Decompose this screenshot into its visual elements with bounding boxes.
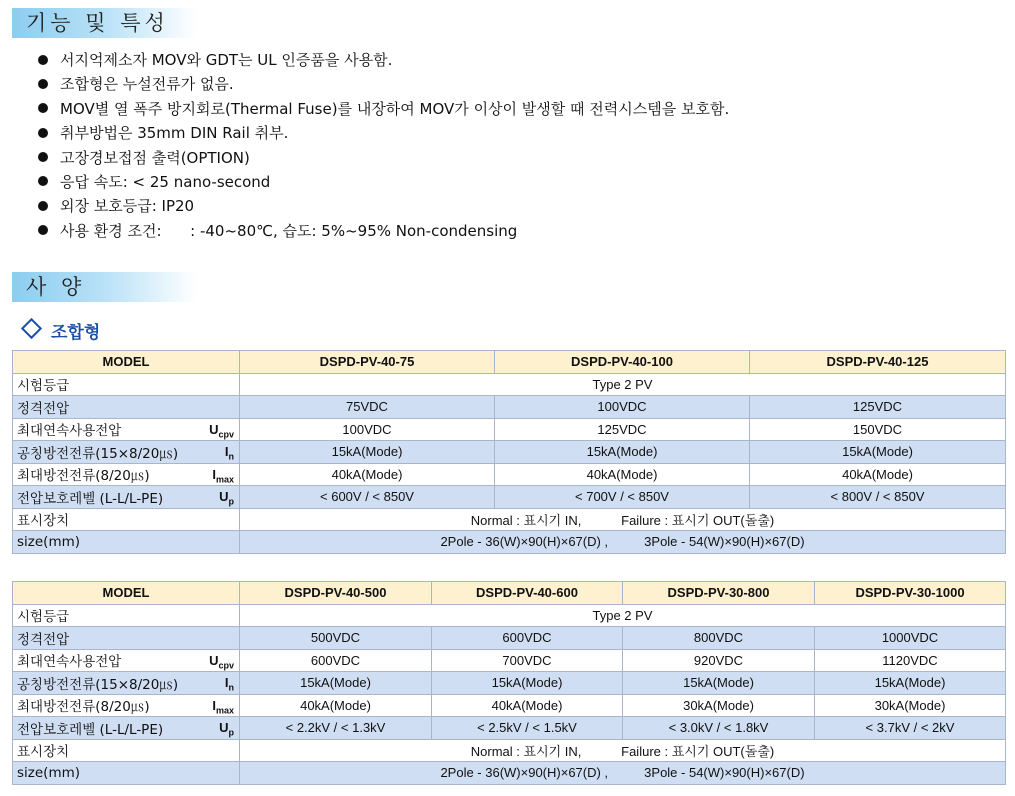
feature-item: 서지억제소자 MOV와 GDT는 UL 인증품을 사용함. bbox=[38, 48, 729, 72]
row-label: 전압보호레벨 (L-L/L-PE) $U_p$ bbox=[13, 717, 240, 740]
model-header: MODEL bbox=[13, 351, 240, 374]
table-cell: 125VDC bbox=[750, 396, 1006, 419]
table-cell: 920VDC bbox=[623, 649, 815, 672]
symbol: $I_n$ bbox=[224, 675, 234, 693]
table-cell: Type 2 PV bbox=[240, 604, 1006, 627]
feature-item: 사용 환경 조건: : -40~80℃, 습도: 5%~95% Non-condensing bbox=[38, 219, 729, 243]
model-cell: DSPD-PV-40-125 bbox=[750, 351, 1006, 374]
row-label: 최대연속사용전압 $U_{cpv}$ bbox=[13, 418, 240, 441]
table-row bbox=[13, 627, 1006, 650]
bullet-icon bbox=[38, 152, 48, 162]
table-cell: 15kA(Mode) bbox=[432, 672, 623, 695]
row-label: 표시장치 bbox=[13, 739, 240, 762]
table-row bbox=[13, 739, 1006, 762]
spec-table-2 bbox=[12, 581, 1006, 785]
feature-item: MOV별 열 폭주 방지회로(Thermal Fuse)를 내장하여 MOV가 이상이 발생할 때 전력시스템을 보호함. bbox=[38, 97, 729, 121]
model-cell: DSPD-PV-40-500 bbox=[240, 582, 432, 605]
diamond-icon bbox=[21, 318, 42, 339]
table-row bbox=[13, 351, 1006, 374]
row-label: 표시장치 bbox=[13, 508, 240, 531]
table-cell: 500VDC bbox=[240, 627, 432, 650]
table-cell: 40kA(Mode) bbox=[432, 694, 623, 717]
symbol: $U_p$ bbox=[219, 489, 234, 507]
feature-item: 고장경보접점 출력(OPTION) bbox=[38, 146, 729, 170]
table-row bbox=[13, 717, 1006, 740]
bullet-icon bbox=[38, 201, 48, 211]
row-label: 최대방전전류(8/20㎲) $I_{max}$ bbox=[13, 463, 240, 486]
row-label: 정격전압 bbox=[13, 627, 240, 650]
row-label: 정격전압 bbox=[13, 396, 240, 419]
table-cell: < 2.2kV / < 1.3kV bbox=[240, 717, 432, 740]
table-cell: 15kA(Mode) bbox=[623, 672, 815, 695]
table-cell: 700VDC bbox=[432, 649, 623, 672]
subheading: 조합형 bbox=[20, 318, 100, 343]
table-row bbox=[13, 463, 1006, 486]
row-label: 시험등급 bbox=[13, 373, 240, 396]
bullet-icon bbox=[38, 176, 48, 186]
table-cell: < 2.5kV / < 1.5kV bbox=[432, 717, 623, 740]
table-cell: 75VDC bbox=[240, 396, 495, 419]
table-cell: Normal : 표시기 IN, Failure : 표시기 OUT(돌출) bbox=[240, 739, 1006, 762]
symbol: $U_{cpv}$ bbox=[209, 652, 234, 671]
table-cell: 40kA(Mode) bbox=[495, 463, 750, 486]
table-cell: 1000VDC bbox=[815, 627, 1006, 650]
row-label: 전압보호레벨 (L-L/L-PE) $U_p$ bbox=[13, 486, 240, 509]
spec-table-1 bbox=[12, 350, 1006, 554]
bullet-icon bbox=[38, 55, 48, 65]
row-label: 최대연속사용전압 $U_{cpv}$ bbox=[13, 649, 240, 672]
table-row bbox=[13, 672, 1006, 695]
spec-heading: 사 양 bbox=[12, 272, 197, 302]
table-cell: < 3.0kV / < 1.8kV bbox=[623, 717, 815, 740]
table-cell: 15kA(Mode) bbox=[815, 672, 1006, 695]
table-cell: 30kA(Mode) bbox=[815, 694, 1006, 717]
table-row bbox=[13, 762, 1006, 785]
table-cell: 600VDC bbox=[240, 649, 432, 672]
feature-item: 외장 보호등급: IP20 bbox=[38, 194, 729, 218]
model-cell: DSPD-PV-40-600 bbox=[432, 582, 623, 605]
row-label: 시험등급 bbox=[13, 604, 240, 627]
bullet-icon bbox=[38, 128, 48, 138]
table-cell: 100VDC bbox=[240, 418, 495, 441]
model-cell: DSPD-PV-40-75 bbox=[240, 351, 495, 374]
table-cell: 1120VDC bbox=[815, 649, 1006, 672]
table-cell: 800VDC bbox=[623, 627, 815, 650]
table-cell: 40kA(Mode) bbox=[240, 694, 432, 717]
table-cell: 2Pole - 36(W)×90(H)×67(D) , 3Pole - 54(W)×90(H)×67(D) bbox=[240, 531, 1006, 554]
symbol: $U_{cpv}$ bbox=[209, 421, 234, 440]
table-cell: 125VDC bbox=[495, 418, 750, 441]
table-row bbox=[13, 373, 1006, 396]
symbol: $I_{max}$ bbox=[212, 466, 234, 485]
row-label: size(mm) bbox=[13, 762, 240, 785]
row-label: 공칭방전전류(15×8/20㎲) $I_n$ bbox=[13, 672, 240, 695]
table-cell: Normal : 표시기 IN, Failure : 표시기 OUT(돌출) bbox=[240, 508, 1006, 531]
feature-item: 취부방법은 35mm DIN Rail 취부. bbox=[38, 121, 729, 145]
feature-item: 응답 속도: < 25 nano-second bbox=[38, 170, 729, 194]
table-cell: < 800V / < 850V bbox=[750, 486, 1006, 509]
table-row bbox=[13, 441, 1006, 464]
table-cell: 40kA(Mode) bbox=[240, 463, 495, 486]
table-row bbox=[13, 649, 1006, 672]
table-cell: 15kA(Mode) bbox=[240, 672, 432, 695]
table-cell: Type 2 PV bbox=[240, 373, 1006, 396]
table-cell: 100VDC bbox=[495, 396, 750, 419]
features-list bbox=[38, 48, 729, 243]
symbol: $I_{max}$ bbox=[212, 697, 234, 716]
table-row bbox=[13, 582, 1006, 605]
row-label: 최대방전전류(8/20㎲) $I_{max}$ bbox=[13, 694, 240, 717]
row-label: 공칭방전전류(15×8/20㎲) $I_n$ bbox=[13, 441, 240, 464]
bullet-icon bbox=[38, 225, 48, 235]
model-cell: DSPD-PV-30-800 bbox=[623, 582, 815, 605]
model-cell: DSPD-PV-30-1000 bbox=[815, 582, 1006, 605]
table-row bbox=[13, 396, 1006, 419]
table-cell: < 600V / < 850V bbox=[240, 486, 495, 509]
table-row bbox=[13, 508, 1006, 531]
table-cell: < 3.7kV / < 2kV bbox=[815, 717, 1006, 740]
table-cell: 15kA(Mode) bbox=[750, 441, 1006, 464]
symbol: $I_n$ bbox=[224, 444, 234, 462]
table-cell: < 700V / < 850V bbox=[495, 486, 750, 509]
model-cell: DSPD-PV-40-100 bbox=[495, 351, 750, 374]
table-cell: 40kA(Mode) bbox=[750, 463, 1006, 486]
symbol: $U_p$ bbox=[219, 720, 234, 738]
features-heading: 기능 및 특성 bbox=[12, 8, 197, 38]
table-cell: 600VDC bbox=[432, 627, 623, 650]
model-header: MODEL bbox=[13, 582, 240, 605]
table-cell: 15kA(Mode) bbox=[495, 441, 750, 464]
bullet-icon bbox=[38, 79, 48, 89]
table-row bbox=[13, 531, 1006, 554]
row-label: size(mm) bbox=[13, 531, 240, 554]
table-cell: 150VDC bbox=[750, 418, 1006, 441]
bullet-icon bbox=[38, 103, 48, 113]
table-cell: 2Pole - 36(W)×90(H)×67(D) , 3Pole - 54(W)×90(H)×67(D) bbox=[240, 762, 1006, 785]
table-row bbox=[13, 604, 1006, 627]
table-row bbox=[13, 694, 1006, 717]
table-row bbox=[13, 418, 1006, 441]
feature-item: 조합형은 누설전류가 없음. bbox=[38, 72, 729, 96]
table-cell: 15kA(Mode) bbox=[240, 441, 495, 464]
table-row bbox=[13, 486, 1006, 509]
table-cell: 30kA(Mode) bbox=[623, 694, 815, 717]
